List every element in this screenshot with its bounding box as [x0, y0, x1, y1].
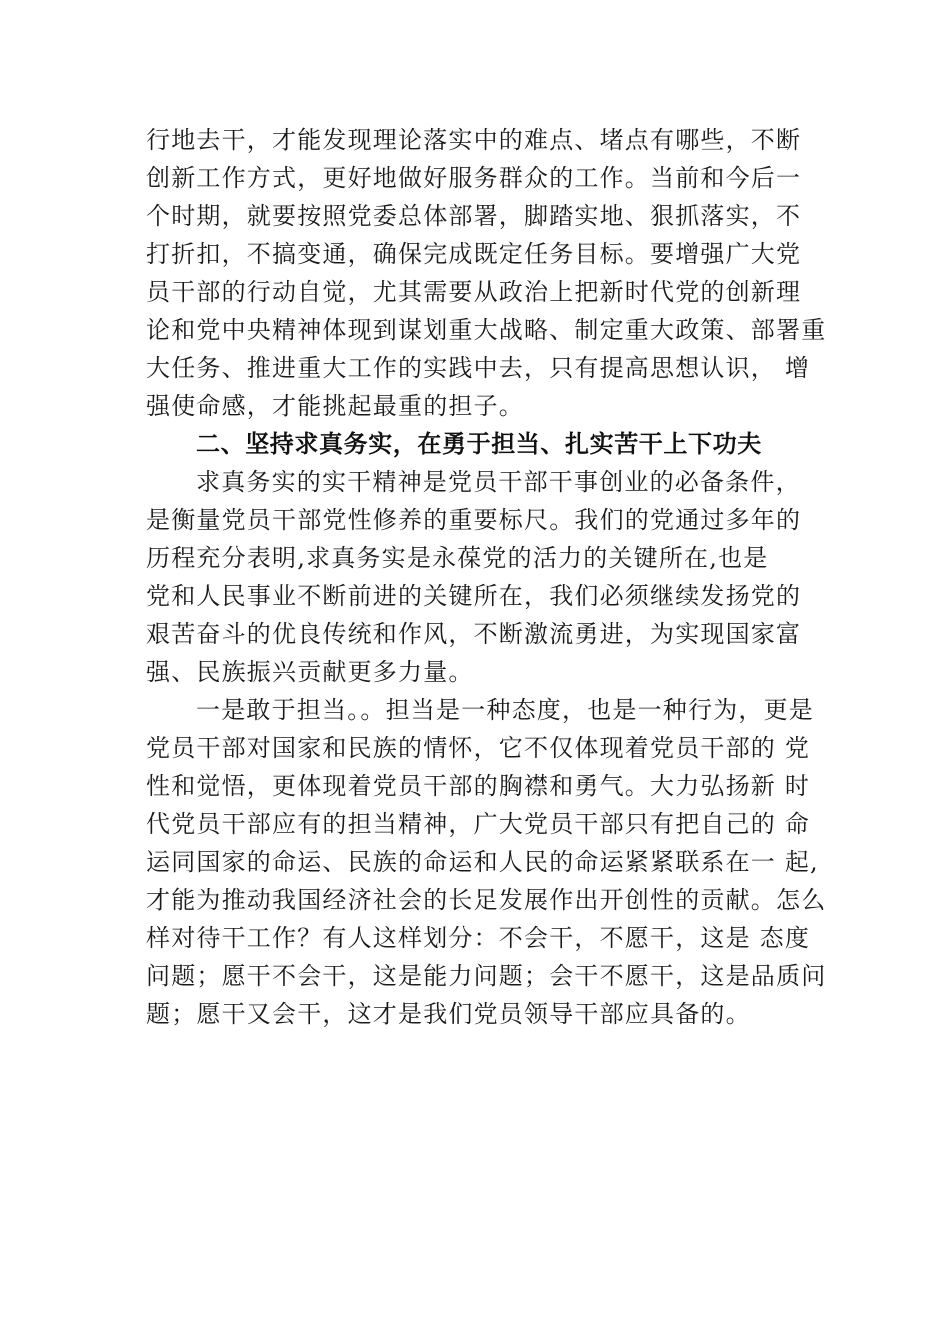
text-line: 大任务、推进重大工作的实践中去，只有提高思想认识， 增 [146, 354, 811, 382]
text-line: 运同国家的命运、民族的命运和人民的命运紧紧联系在一 起, [146, 848, 819, 876]
text-line: 党和人民事业不断前进的关键所在，我们必须继续发扬党的 [146, 582, 802, 610]
text-line: 党员干部对国家和民族的情怀，它不仅体现着党员干部的 党 [146, 734, 811, 762]
text-line: 打折扣，不搞变通，确保完成既定任务目标。要增强广大党 [146, 240, 802, 268]
text-line: 性和觉悟，更体现着党员干部的胸襟和勇气。大力弘扬新 时 [146, 772, 811, 800]
text-line: 代党员干部应有的担当精神，广大党员干部只有把自己的 命 [146, 810, 811, 838]
text-line: 强使命感，才能挑起最重的担子。 [146, 392, 524, 420]
text-line: 员干部的行动自觉，尤其需要从政治上把新时代党的创新理 [146, 278, 802, 306]
section-heading: 二、坚持求真务实，在勇于担当、扎实苦干上下功夫 [196, 430, 762, 458]
text-line: 艰苦奋斗的优良传统和作风，不断激流勇进，为实现国家富 [146, 620, 802, 648]
text-line: 历程充分表明,求真务实是永葆党的活力的关键所在,也是 [146, 544, 769, 572]
text-line: 求真务实的实干精神是党员干部干事创业的必备条件， [196, 468, 801, 496]
text-line: 一是敢于担当。。担当是一种态度，也是一种行为，更是 [196, 696, 814, 724]
text-line: 才能为推动我国经济社会的长足发展作出开创性的贡献。怎么 [146, 886, 827, 914]
text-line: 样对待干工作？有人这样划分：不会干，不愿干，这是 态度 [146, 924, 811, 952]
text-line: 创新工作方式，更好地做好服务群众的工作。当前和今后一 [146, 164, 802, 192]
text-line: 问题；愿干不会干，这是能力问题；会干不愿干，这是品质问 [146, 962, 827, 990]
text-line: 个时期，就要按照党委总体部署，脚踏实地、狠抓落实，不 [146, 202, 802, 230]
text-line: 强、民族振兴贡献更多力量。 [146, 658, 474, 686]
text-line: 论和党中央精神体现到谋划重大战略、制定重大政策、部署重 [146, 316, 827, 344]
text-line: 是衡量党员干部党性修养的重要标尺。我们的党通过多年的 [146, 506, 802, 534]
text-line: 行地去干，才能发现理论落实中的难点、堵点有哪些，不断 [146, 126, 802, 154]
text-line: 题；愿干又会干，这才是我们党员领导干部应具备的。 [146, 1000, 751, 1028]
